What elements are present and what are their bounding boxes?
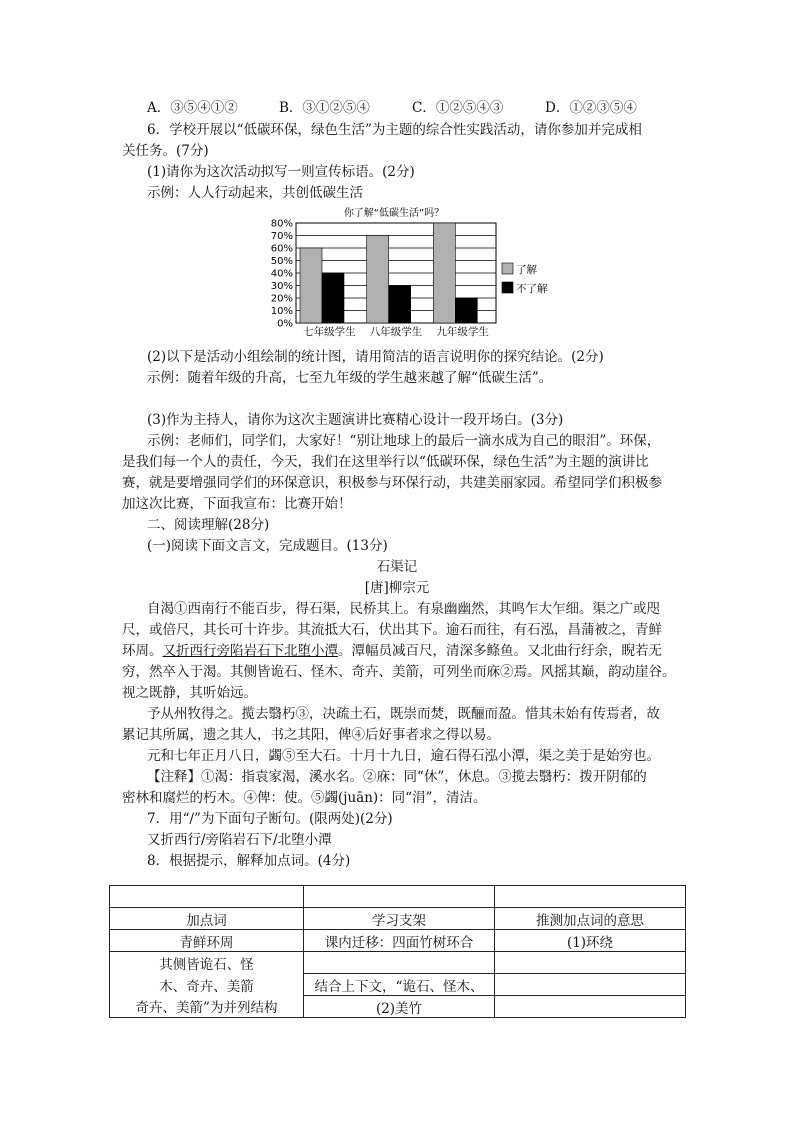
table-empty-cell: [495, 996, 686, 1018]
q7-question: 7．用“/”为下面句子断句。(限两处)(2分): [147, 811, 393, 827]
passage-underlined-sentence: 又折西行旁陷岩石下北堕小潭: [162, 643, 338, 659]
notes-line-1: 【注释】①渴：指袁家渴，溪水名。②庥：同“休”，休息。③揽去翳朽：拨开阴郁的: [147, 769, 647, 785]
y-tick-label: 0%: [277, 318, 293, 330]
y-tick-label: 70%: [270, 231, 293, 242]
bar-know: [367, 236, 389, 324]
q6-part3-example-3: 赛，就是要增强同学们的环保意识，积极参与环保行动，共建美丽家园。希望同学们积极参: [122, 475, 662, 491]
table-empty-cell: [110, 886, 304, 908]
q8-question: 8．根据提示，解释加点词。(4分): [147, 853, 351, 869]
q6-part1: (1)请你为这次活动拟写一则宣传标语。(2分): [147, 164, 415, 180]
q6-part2-example: 示例：随着年级的升高，七至九年级的学生越来越了解“低碳生活”。: [147, 370, 553, 386]
y-tick-label: 20%: [270, 293, 293, 305]
y-tick-label: 50%: [270, 256, 293, 267]
y-tick-label: 40%: [270, 268, 293, 280]
option-b: B．③①②⑤④: [279, 100, 370, 116]
x-tick-label: 七年级学生: [303, 326, 356, 338]
chart-title: 你了解“低碳生活”吗？: [343, 208, 445, 219]
passage-line-3: [122, 641, 662, 661]
q7-answer: 又折西行/旁陷岩石下/北堕小潭: [147, 832, 332, 848]
table-cell: (2)美竹: [304, 996, 495, 1018]
table-cell: (1)环绕: [495, 930, 686, 952]
passage-author: [唐]柳宗元: [364, 580, 430, 596]
passage-line-3b: 。潭幅员减百尺，清深多鲦鱼。又北曲行纡余，睨若无: [338, 643, 662, 659]
table-empty-cell: [304, 952, 495, 974]
table-empty-cell: [495, 886, 686, 908]
option-d: D．①②③⑤④: [545, 100, 637, 116]
table-cell: 木、奇卉、美箭: [110, 974, 304, 996]
section2-sub1: (一)阅读下面文言文，完成题目。(13分): [147, 538, 388, 554]
y-tick-label: 30%: [270, 281, 293, 292]
bar-not-know: [389, 286, 411, 324]
q6-part3: (3)作为主持人，请你为这次主题演讲比赛精心设计一段开场白。(3分): [147, 412, 564, 428]
passage-line-8: 元和七年正月八日，蠲⑤至大石。十月十九日，逾石得石泓小潭，渠之美于是始穷也。: [147, 748, 660, 764]
table-cell: 青鲜环周: [110, 930, 304, 952]
legend-swatch: [502, 282, 513, 293]
notes-line-2: 密林和腐烂的朽木。④俾：使。⑤蠲(juān)：同“涓”，清洁。: [122, 790, 487, 806]
y-tick-label: 80%: [270, 218, 293, 230]
passage-line-6: 予从州牧得之。揽去翳朽③，决疏土石，既崇而焚，既酾而盈。惜其未始有传焉者，故: [147, 706, 660, 722]
table-header-support: 学习支架: [304, 908, 495, 930]
q6-part3-example-2: 是我们每一个人的责任，今天，我们在这里举行以“低碳环保，绿色生活”为主题的演讲比: [122, 454, 649, 470]
bar-chart: [262, 203, 562, 343]
table-empty-cell: [495, 952, 686, 974]
table-header-meaning: 推测加点词的意思: [495, 908, 686, 930]
legend-label: 了解: [516, 264, 537, 276]
y-tick-label: 10%: [270, 306, 293, 317]
table-cell: 课内迁移：四面竹树环合: [304, 930, 495, 952]
passage-title: 石渠记: [376, 559, 418, 575]
passage-line-7: 累记其所属，遗之其人，书之其阳，俾④后好事者求之得以易。: [122, 727, 500, 743]
q8-table: [109, 885, 686, 1018]
legend-label: 不了解: [516, 283, 548, 295]
option-a: A．③⑤④①②: [147, 100, 238, 116]
passage-line-3a: 环周。: [122, 643, 163, 659]
option-c: C．①②⑤④③: [412, 100, 504, 116]
bar-not-know: [455, 298, 477, 323]
bar-know: [433, 223, 455, 323]
q6-line1: 6．学校开展以“低碳环保，绿色生活”为主题的综合性实践活动，请你参加并完成相: [147, 122, 642, 138]
table-cell: 其侧皆诡石、怪: [110, 952, 304, 974]
q6-part3-example-4: 加这次比赛，下面我宣布：比赛开始！: [122, 496, 352, 512]
q6-part3-example-1: 示例：老师们，同学们，大家好！“别让地球上的最后一滴水成为自己的眼泪”。环保，: [147, 433, 661, 449]
bar-know: [300, 248, 322, 323]
q6-part2: (2)以下是活动小组绘制的统计图，请用简洁的语言说明你的探究结论。(2分): [147, 349, 604, 365]
table-cell: 奇卉、美箭”为并列结构: [110, 996, 304, 1018]
table-cell: 结合上下文，“诡石、怪木、: [304, 974, 495, 996]
passage-line-2: 尺，或倍尺，其长可十许步。其流抵大石，伏出其下。逾石而往，有石泓，昌蒲被之，青鲜: [122, 622, 662, 638]
x-tick-label: 八年级学生: [369, 326, 423, 338]
passage-line-5: 视之既静，其听始远。: [122, 685, 257, 701]
y-tick-label: 60%: [270, 243, 293, 255]
x-tick-label: 九年级学生: [436, 326, 489, 338]
q6-line2: 关任务。(7分): [122, 143, 209, 159]
table-empty-cell: [304, 886, 495, 908]
section2-heading: 二、阅读理解(28分): [147, 517, 270, 533]
passage-line-1: 自渴①西南行不能百步，得石渠，民桥其上。有泉幽幽然，其鸣乍大乍细。渠之广或咫: [147, 601, 660, 617]
bar-not-know: [322, 273, 344, 323]
table-empty-cell: [495, 974, 686, 996]
q6-part1-example: 示例：人人行动起来，共创低碳生活: [147, 185, 363, 201]
legend-swatch: [502, 263, 513, 274]
passage-line-4: 穷，然卒入于渴。其侧皆诡石、怪木、奇卉、美箭，可列坐而庥②焉。风摇其巅，韵动崖谷。: [122, 664, 676, 680]
table-header-word: 加点词: [110, 908, 304, 930]
